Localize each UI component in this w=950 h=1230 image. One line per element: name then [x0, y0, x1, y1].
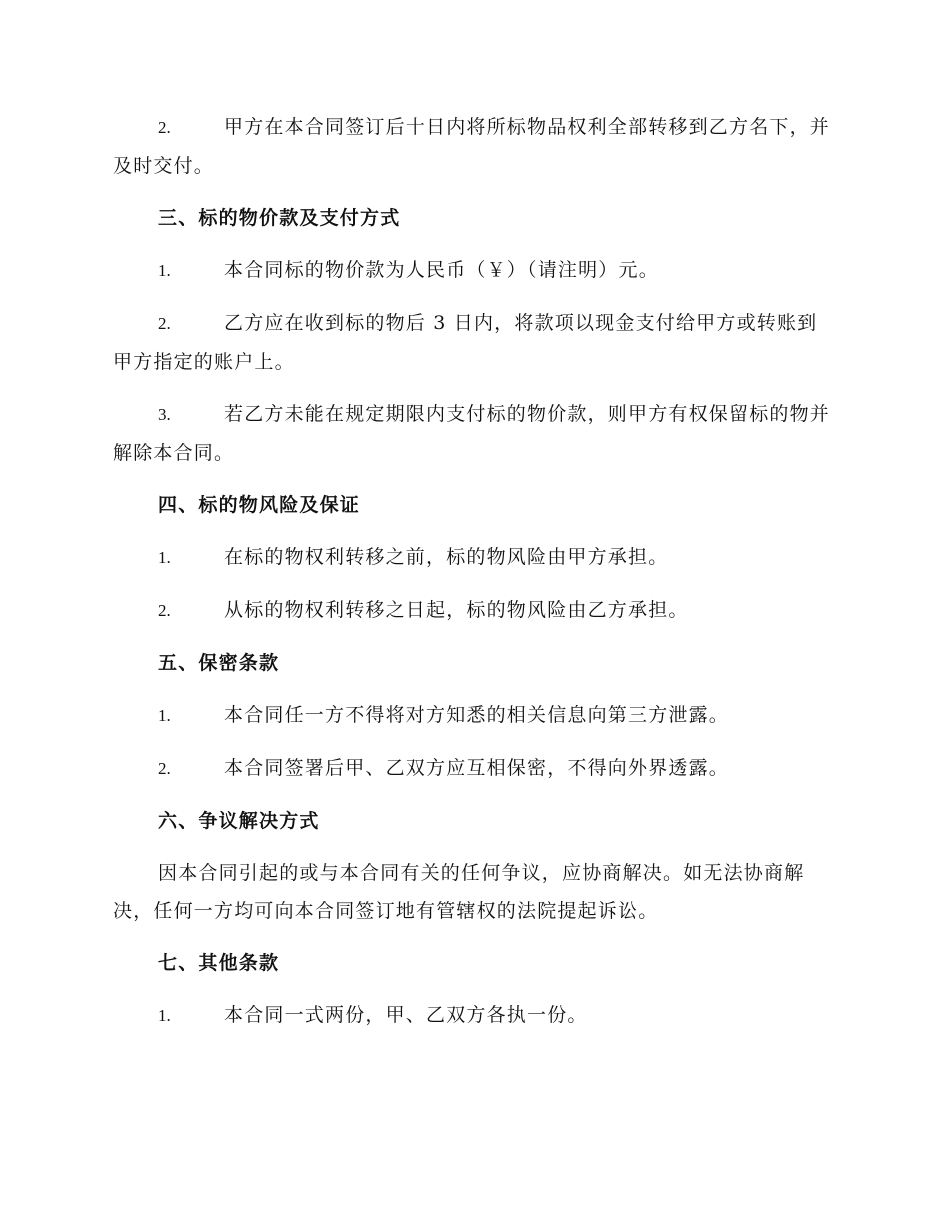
- clause-text: 本合同标的物价款为人民币（￥）（请注明）元。: [224, 259, 659, 281]
- clause-text: 本合同任一方不得将对方知悉的相关信息向第三方泄露。: [224, 704, 730, 726]
- clause-number: 2.: [158, 118, 171, 137]
- clause-3-1: [113, 251, 833, 290]
- section-heading-dispute-resolution: 六、争议解决方式: [158, 810, 320, 832]
- section-heading-price-payment: 三、标的物价款及支付方式: [158, 207, 401, 229]
- clause-text: 本合同签署后甲、乙双方应互相保密，不得向外界透露。: [224, 757, 730, 779]
- clause-number: 1.: [158, 706, 171, 725]
- clause-number: 1.: [158, 261, 171, 280]
- clause-text: 从标的物权利转移之日起，标的物风险由乙方承担。: [224, 599, 689, 621]
- clause-3-2: [113, 304, 833, 381]
- clause-2-1: [113, 108, 833, 185]
- clause-number: 1.: [158, 548, 171, 567]
- clause-text: 甲方在本合同签订后十日内将所标物品权利全部转移到乙方名下，并及时交付。: [113, 116, 831, 177]
- clause-5-2: [113, 749, 833, 788]
- clause-number: 3.: [158, 405, 171, 424]
- clause-number: 2.: [158, 759, 171, 778]
- clause-5-1: [113, 696, 833, 735]
- clause-text: 乙方应在收到标的物后 3 日内，将款项以现金支付给甲方或转账到甲方指定的账户上。: [113, 312, 818, 373]
- section-heading-risk-guarantee: 四、标的物风险及保证: [158, 494, 361, 516]
- section-heading-confidentiality: 五、保密条款: [158, 652, 280, 674]
- clause-number: 1.: [158, 1006, 171, 1025]
- section-heading-other-terms: 七、其他条款: [158, 952, 280, 974]
- clause-4-2: [113, 591, 833, 630]
- dispute-paragraph: 因本合同引起的或与本合同有关的任何争议，应协商解决。如无法协商解决，任何一方均可向本合同签订地有管辖权的法院提起诉讼。: [113, 862, 805, 922]
- document-body: [113, 108, 833, 1049]
- clause-4-1: [113, 538, 833, 577]
- clause-text: 本合同一式两份，甲、乙双方各执一份。: [224, 1004, 588, 1026]
- clause-3-3: [113, 395, 833, 472]
- clause-text: 在标的物权利转移之前，标的物风险由甲方承担。: [224, 546, 669, 568]
- clause-number: 2.: [158, 314, 171, 333]
- clause-7-1: [113, 996, 833, 1035]
- clause-number: 2.: [158, 601, 171, 620]
- clause-text: 若乙方未能在规定期限内支付标的物价款，则甲方有权保留标的物并解除本合同。: [113, 403, 831, 464]
